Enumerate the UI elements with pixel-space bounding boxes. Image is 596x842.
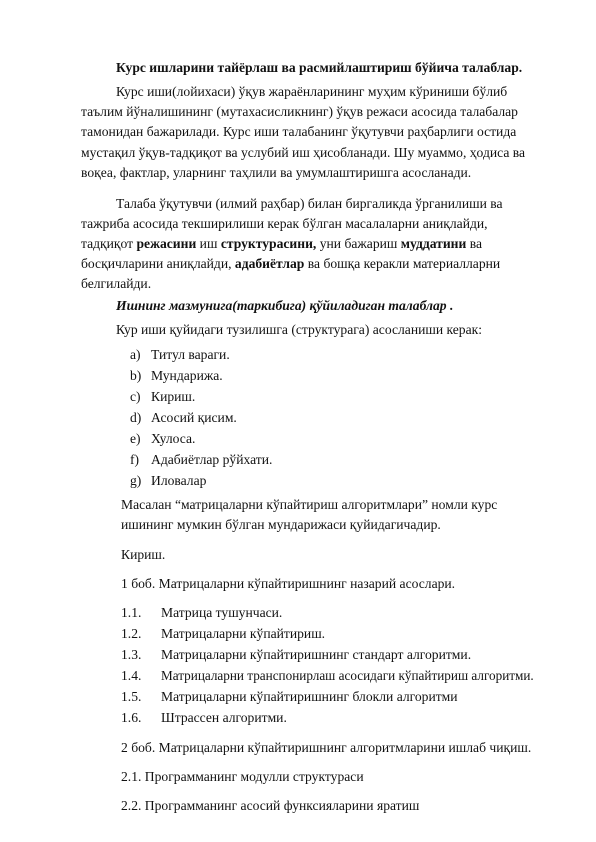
list-item: Титул вараги. bbox=[151, 347, 230, 362]
list-item: Мундарижа. bbox=[151, 368, 223, 383]
list-item: Адабиётлар рўйхати. bbox=[151, 452, 273, 467]
list-item: Хулоса. bbox=[151, 431, 196, 446]
example-line: ишининг мумкин бўлган мундарижаси қуйидагичадир. bbox=[121, 517, 441, 532]
toc-item: Штрассен алгоритми. bbox=[161, 710, 287, 725]
text-span: иш bbox=[196, 236, 221, 251]
paragraph-1-line: мустақил ўқув-тадқиқот ва услубий иш ҳисобланади. Шу муаммо, ҳодиса ва bbox=[81, 145, 526, 160]
list-marker: f) bbox=[130, 452, 140, 467]
toc-item: 2.2. Программанинг асосий функсияларини яратиш bbox=[121, 798, 420, 813]
toc-introduction: Кириш. bbox=[121, 547, 166, 562]
structure-intro: Кур иши қуйидаги тузилишга (структурага) асосланиши керак: bbox=[116, 322, 483, 337]
toc-item: Матрицаларни кўпайтиришнинг стандарт алгоритми. bbox=[161, 647, 472, 662]
paragraph-1-line: таълим йўналишининг (мутахасисликнинг) ўқув режаси асосида талабалар bbox=[81, 104, 518, 119]
list-item: Кириш. bbox=[151, 389, 196, 404]
heading-requirements: Курс ишларини тайёрлаш ва расмийлаштириш бўйича талаблар. bbox=[116, 60, 523, 75]
bold-term-deadline: муддатини bbox=[400, 236, 467, 251]
toc-chapter-1: 1 боб. Матрицаларни кўпайтиришнинг назарий асослари. bbox=[121, 576, 456, 591]
bold-term-plan: режасини bbox=[136, 236, 197, 251]
paragraph-1-line: Курс иши(лойихаси) ўқув жараёнларининг муҳим кўриниши бўлиб bbox=[116, 84, 508, 99]
text-span: босқичларини аниқлайди, bbox=[81, 256, 235, 271]
list-marker: d) bbox=[130, 410, 142, 425]
example-line: Масалан “матрицаларни кўпайтириш алгоритмлари” номли курс bbox=[121, 497, 498, 512]
paragraph-2-line: тажриба асосида текширилиши керак бўлган масалаларни аниқлайди, bbox=[81, 216, 488, 231]
paragraph-2-line bbox=[81, 236, 482, 252]
toc-number: 1.6. bbox=[121, 710, 142, 725]
toc-number: 1.4. bbox=[121, 668, 142, 683]
toc-number: 1.2. bbox=[121, 626, 142, 641]
toc-chapter-2: 2 боб. Матрицаларни кўпайтиришнинг алгоритмларини ишлаб чиқиш. bbox=[121, 740, 532, 755]
bold-term-structure: структурасини, bbox=[220, 236, 317, 251]
toc-item: 2.1. Программанинг модулли структураси bbox=[121, 769, 364, 784]
toc-item: Матрицаларни кўпайтириш. bbox=[161, 626, 326, 641]
toc-item: Матрица тушунчаси. bbox=[161, 605, 283, 620]
paragraph-1-line: тамонидан бажарилади. Курс иши талабанинг ўқутувчи раҳбарлиги остида bbox=[81, 124, 517, 139]
toc-number: 1.3. bbox=[121, 647, 142, 662]
paragraph-2-line: белгилайди. bbox=[81, 276, 152, 291]
toc-number: 1.1. bbox=[121, 605, 142, 620]
list-marker: g) bbox=[130, 473, 142, 488]
list-item: Асосий қисим. bbox=[151, 410, 237, 425]
text-span: тадқиқот bbox=[81, 236, 137, 251]
list-marker: a) bbox=[130, 347, 141, 362]
list-marker: e) bbox=[130, 431, 141, 446]
list-marker: b) bbox=[130, 368, 142, 383]
toc-item: Матрицаларни кўпайтиришнинг блокли алгоритми bbox=[161, 689, 458, 704]
toc-item: Матрицаларни транспонирлаш асосидаги кўпайтириш алгоритми. bbox=[161, 668, 534, 683]
text-span: уни бажариш bbox=[316, 236, 401, 251]
paragraph-2-line: Талаба ўқутувчи (илмий раҳбар) билан биргаликда ўрганилиши ва bbox=[116, 196, 503, 211]
bold-term-literature: адабиётлар bbox=[234, 256, 305, 271]
text-span: ва bbox=[466, 236, 483, 251]
list-item: Иловалар bbox=[151, 473, 207, 488]
paragraph-1-line: воқеа, фактлар, уларнинг таҳлили ва умумлаштиришга асосланади. bbox=[81, 165, 472, 180]
toc-number: 1.5. bbox=[121, 689, 142, 704]
list-marker: c) bbox=[130, 389, 141, 404]
text-span: ва бошқа керакли материалларни bbox=[304, 256, 501, 271]
heading-content-requirements: Ишнинг мазмунига(таркибига) қўйиладиган талаблар . bbox=[116, 298, 454, 313]
paragraph-2-line bbox=[81, 256, 500, 272]
